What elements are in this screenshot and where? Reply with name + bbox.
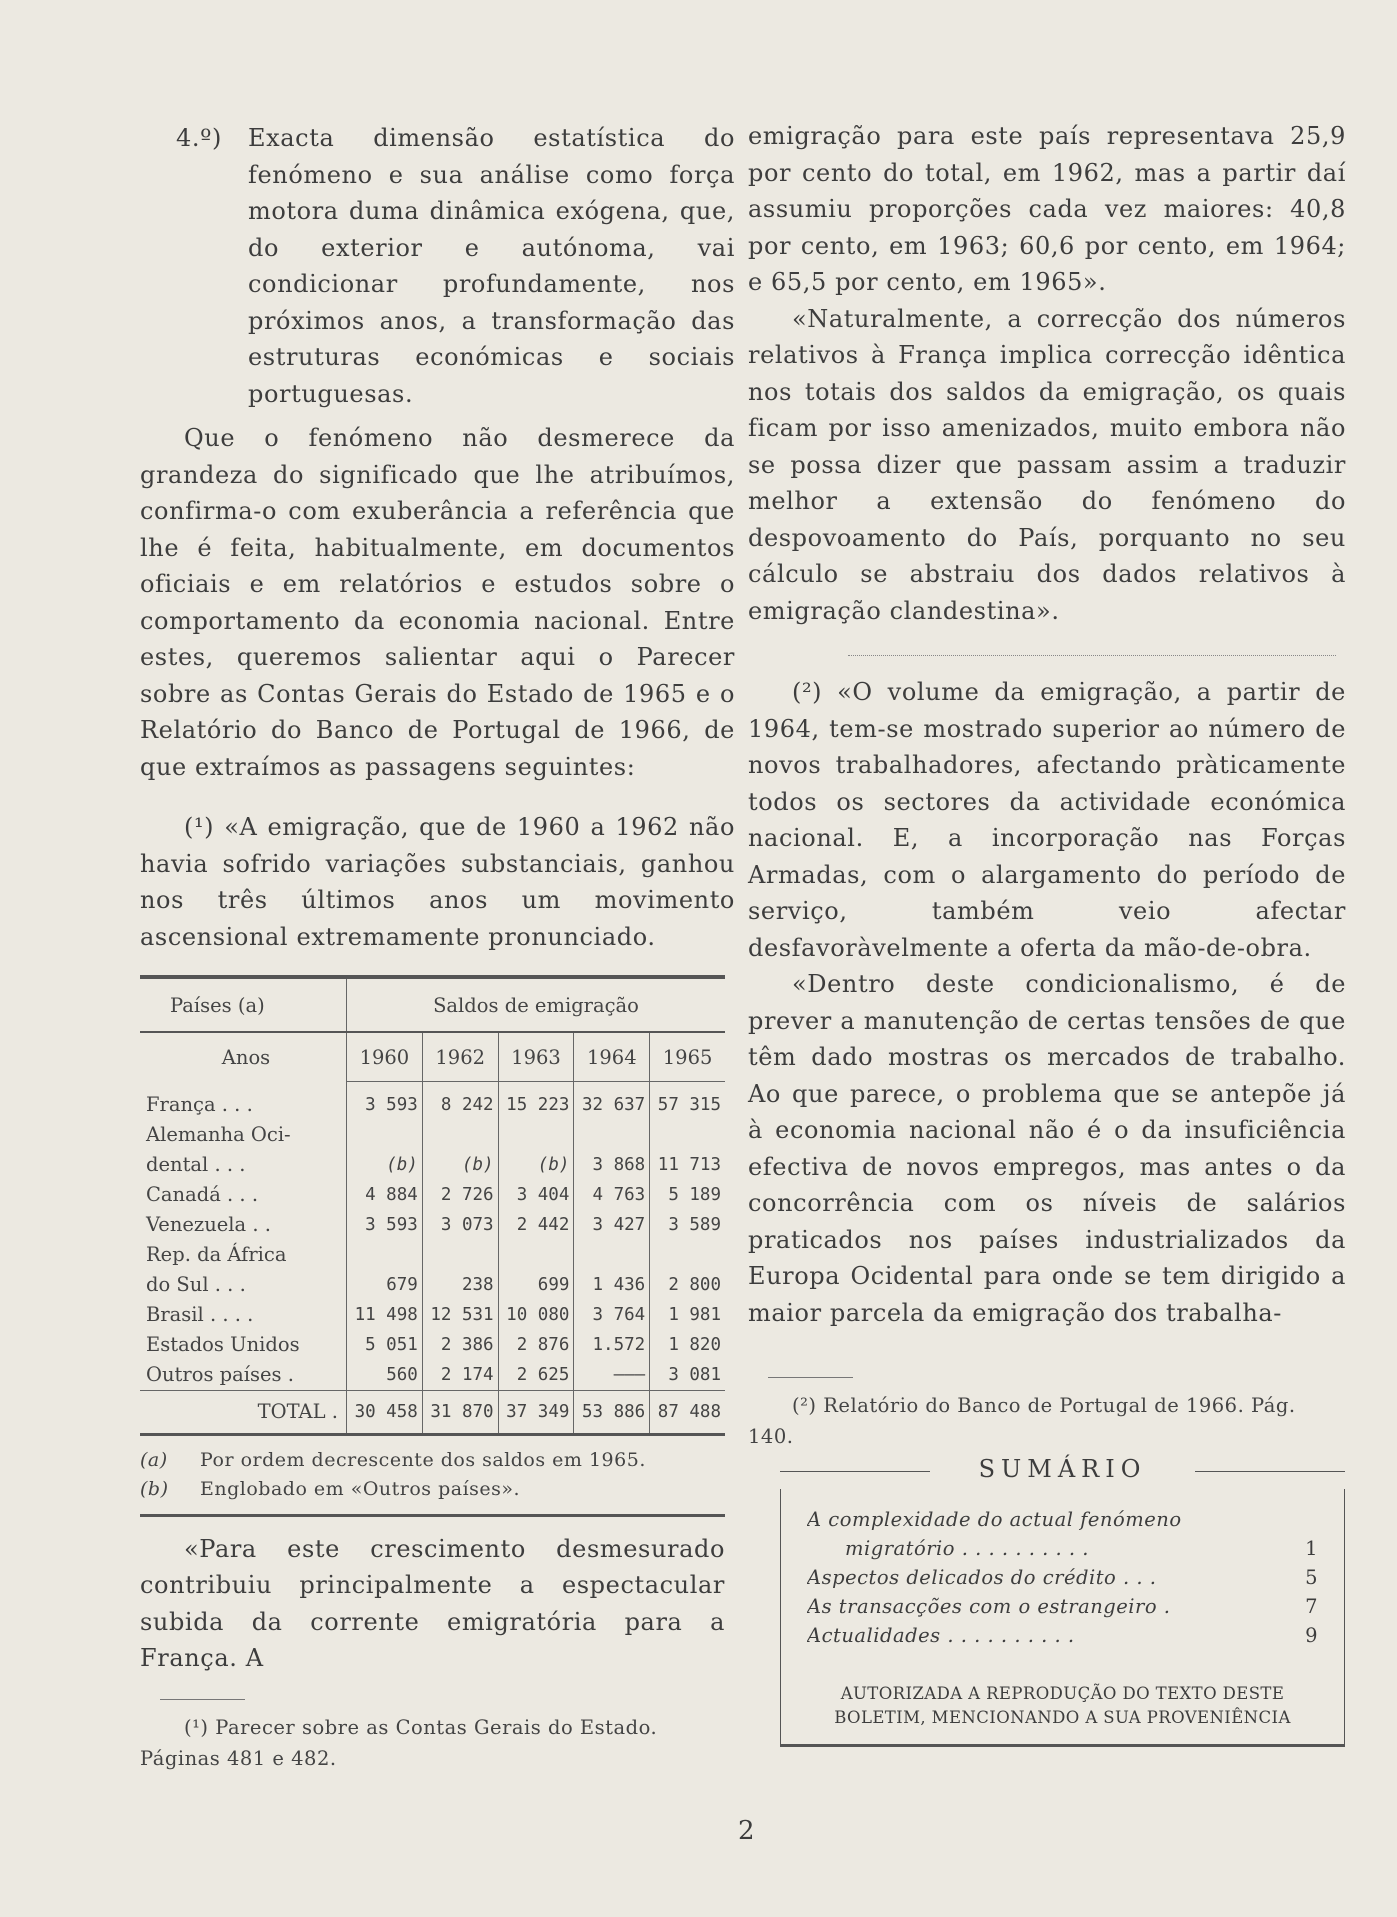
right-column: [748, 118, 1346, 1452]
cell: 3 868: [574, 1150, 650, 1180]
footnote-1: (¹) Parecer sobre as Contas Gerais do Estado. Páginas 481 e 482.: [140, 1715, 658, 1770]
cell: 4 763: [574, 1180, 650, 1210]
table-row: [140, 1360, 725, 1391]
summary-item[interactable]: [807, 1563, 1318, 1592]
note-a-text: Por ordem decrescente dos saldos em 1965.: [200, 1448, 646, 1471]
year-1965: 1965: [650, 1032, 725, 1082]
cell: 1 981: [668, 1304, 721, 1325]
cell: [498, 1120, 574, 1150]
total-cell: 37 349: [498, 1390, 574, 1433]
summary-box: [780, 1455, 1345, 1747]
footnote-separator: [160, 1699, 245, 1700]
total-label: TOTAL .: [140, 1390, 347, 1433]
cell: 1 820: [668, 1334, 721, 1355]
cell: 2 442: [498, 1210, 574, 1240]
row-country: Outros países .: [140, 1360, 347, 1391]
cell: 3 427: [574, 1210, 650, 1240]
dotted-separator: [848, 629, 1336, 656]
cell: 32 637: [574, 1090, 650, 1120]
row-country: Alemanha Oci-: [140, 1120, 347, 1150]
quote-france: «Para este crescimento desmesurado contribuiu principalmente a espectacular subida da corrente emigratória para a França. A: [140, 1534, 725, 1672]
item-4-number: 4.º): [176, 124, 222, 152]
item-4: [140, 120, 735, 412]
cell: 15 223: [498, 1090, 574, 1120]
total-cell: 87 488: [650, 1390, 725, 1433]
header-group: Saldos de emigração: [433, 993, 639, 1017]
header-countries: [140, 979, 347, 1032]
cell: 3 589: [668, 1214, 721, 1235]
row-country: dental . . .: [140, 1150, 347, 1180]
summary-contents: [780, 1489, 1345, 1747]
summary-title: [780, 1455, 1345, 1489]
cell: [574, 1120, 650, 1150]
row-country: do Sul . . .: [140, 1270, 347, 1300]
header-countries-label: Países (a): [170, 993, 265, 1017]
year-1964: 1964: [574, 1032, 650, 1082]
header-years-label: Anos: [140, 1032, 347, 1082]
row-country: Estados Unidos: [140, 1330, 347, 1360]
table-note-a: [140, 1446, 725, 1475]
year-1962: 1962: [422, 1032, 498, 1082]
paragraph-tensions: «Dentro deste condicionalismo, é de prever a manutenção de certas tensões de que têm dado mostras os mercados de trabalho. Ao que parece, o problema que se antepõe já à economia nacional não é o da insuficiência efectiva de novos empregos, mas antes o da concorrência com os níveis de salários praticados nos países industrializados da Europa Ocidental para onde se tem dirigido a maior parcela da emigração dos trabalha-: [748, 970, 1346, 1327]
cell: [574, 1240, 650, 1270]
summary-item-page: 9: [1305, 1624, 1318, 1647]
cell: (b): [347, 1150, 423, 1180]
cell: [498, 1240, 574, 1270]
summary-item-page: [1298, 1505, 1318, 1534]
row-country: Canadá . . .: [140, 1180, 347, 1210]
cell: 3 073: [422, 1210, 498, 1240]
note-b-mark: (b): [140, 1477, 169, 1500]
cell: 3 593: [347, 1210, 423, 1240]
cell: (b): [422, 1150, 498, 1180]
page-number: 2: [738, 1816, 755, 1846]
footnote-separator-2: [768, 1377, 853, 1378]
cell: 3 593: [347, 1090, 423, 1120]
summary-item-page: 5: [1305, 1566, 1318, 1589]
summary-item-label: A complexidade do actual fenómeno: [807, 1508, 1182, 1531]
quote-bank-report: (²) «O volume da emigração, a partir de 1964, tem-se mostrado superior ao número de novos trabalhadores, afectando pràticamente todos os sectores da actividade económica nacional. E, a incorporação nas Forças Armadas, com o alargamento do período de serviço, também veio afectar desfavoràvelmente a oferta da mão-de-obra.: [748, 678, 1346, 962]
table-row: [140, 1300, 725, 1330]
cell: 5 051: [347, 1330, 423, 1360]
notes-bottom-rule: [140, 1514, 725, 1517]
cell: 3 764: [574, 1300, 650, 1330]
cell: 2 625: [498, 1360, 574, 1391]
table-row: [140, 1210, 725, 1240]
cell: [347, 1240, 423, 1270]
cell: 560: [347, 1360, 423, 1391]
reproduction-note: AUTORIZADA A REPRODUÇÃO DO TEXTO DESTE BOLETIM, MENCIONANDO A SUA PROVENIÊNCIA: [834, 1684, 1291, 1727]
total-cell: 30 458: [347, 1390, 423, 1433]
table-row: [140, 1270, 725, 1300]
total-cell: 31 870: [422, 1390, 498, 1433]
summary-item[interactable]: [807, 1534, 1318, 1563]
cell: 2 726: [422, 1180, 498, 1210]
cell: 1 436: [574, 1270, 650, 1300]
row-country: Rep. da África: [140, 1240, 347, 1270]
year-1960: 1960: [347, 1032, 423, 1082]
cell: 4 884: [347, 1180, 423, 1210]
cell: 1.572: [574, 1330, 650, 1360]
table-note-b: [140, 1475, 725, 1504]
cell: [422, 1240, 498, 1270]
summary-item[interactable]: [807, 1621, 1318, 1650]
row-country: Venezuela . .: [140, 1210, 347, 1240]
summary-title-text: SUMÁRIO: [978, 1455, 1147, 1483]
total-cell: 53 886: [574, 1390, 650, 1433]
cell: 3 404: [498, 1180, 574, 1210]
cell: 11 498: [347, 1300, 423, 1330]
quote-emigration: (¹) «A emigração, que de 1960 a 1962 não havia sofrido variações substanciais, ganhou nos três últimos anos um movimento ascensional extremamente pronunciado.: [140, 813, 735, 951]
summary-item-page: 1: [1305, 1537, 1318, 1560]
cell: 8 242: [422, 1090, 498, 1120]
cell: 11 713: [657, 1154, 721, 1175]
footnote-2: (²) Relatório do Banco de Portugal de 1966. Pág. 140.: [748, 1394, 1296, 1448]
note-b-text: Englobado em «Outros países».: [200, 1477, 521, 1500]
cell: 238: [422, 1270, 498, 1300]
row-country: Brasil . . . .: [140, 1300, 347, 1330]
cell: 699: [498, 1270, 574, 1300]
cell: 3 081: [668, 1364, 721, 1385]
table-row: [140, 1240, 725, 1270]
table-row: [140, 1120, 725, 1150]
table-notes: [140, 1446, 725, 1504]
row-country: França . . .: [140, 1090, 347, 1120]
cell: 2 876: [498, 1330, 574, 1360]
summary-item-label: Aspectos delicados do crédito . . .: [807, 1566, 1157, 1589]
cell: 12 531: [422, 1300, 498, 1330]
summary-item-label: Actualidades . . . . . . . . . .: [807, 1624, 1075, 1647]
cell: 10 080: [498, 1300, 574, 1330]
cell: [650, 1240, 725, 1270]
total-row: [140, 1390, 725, 1433]
cell: 2 800: [668, 1274, 721, 1295]
table-row: [140, 1180, 725, 1210]
year-1963: 1963: [498, 1032, 574, 1082]
left-column: [140, 120, 735, 955]
cell: [650, 1120, 725, 1150]
summary-item-label: As transacções com o estrangeiro .: [807, 1595, 1171, 1618]
summary-item-label: migratório . . . . . . . . . .: [845, 1537, 1090, 1560]
cell: 679: [347, 1270, 423, 1300]
cell: (b): [498, 1150, 574, 1180]
item-4-text: Exacta dimensão estatística do fenómeno e sua análise como força motora duma dinâmica exógena, que, do exterior e autónoma, vai condicionar profundamente, nos próximos anos, a transformação das estruturas económicas e sociais portuguesas.: [248, 124, 735, 408]
paragraph-correction: «Naturalmente, a correcção dos números relativos à França implica correcção idêntica nos totais dos saldos da emigração, os quais ficam por isso amenizados, muito embora não se possa dizer que passam assim a traduzir melhor a extensão do fenómeno do despovoamento do País, porquanto no seu cálculo se abstraiu dos dados relativos à emigração clandestina».: [748, 304, 1346, 625]
summary-item[interactable]: [807, 1505, 1318, 1534]
cell: ———: [574, 1360, 650, 1391]
table-bottom-rule: [140, 1433, 725, 1436]
table-row: [140, 1150, 725, 1180]
table-row: [140, 1090, 725, 1120]
cell: [347, 1120, 423, 1150]
paragraph-intro: Que o fenómeno não desmerece da grandeza do significado que lhe atribuímos, confirma-o com exuberância a referência que lhe é feita, habitualmente, em documentos oficiais e em relatórios e estudos sobre o comportamento da economia nacional. Entre estes, queremos salientar aqui o Parecer sobre as Contas Gerais do Estado de 1965 e o Relatório do Banco de Portugal de 1966, de que extraímos as passagens seguintes:: [140, 424, 735, 781]
emigration-table: [140, 975, 725, 1774]
cell: 57 315: [657, 1094, 721, 1115]
cell: 2 386: [422, 1330, 498, 1360]
note-a-mark: (a): [140, 1448, 168, 1471]
cell: 5 189: [668, 1184, 721, 1205]
table-row: [140, 1330, 725, 1360]
paragraph-france-share: emigração para este país representava 25,9 por cento do total, em 1962, mas a partir daí assumiu proporções cada vez maiores: 40,8 por cento, em 1963; 60,6 por cento, em 1964; e 65,5 por cento, em 1965».: [748, 122, 1346, 296]
cell: [422, 1120, 498, 1150]
summary-item-page: 7: [1305, 1595, 1318, 1618]
summary-item[interactable]: [807, 1592, 1318, 1621]
cell: 2 174: [422, 1360, 498, 1391]
